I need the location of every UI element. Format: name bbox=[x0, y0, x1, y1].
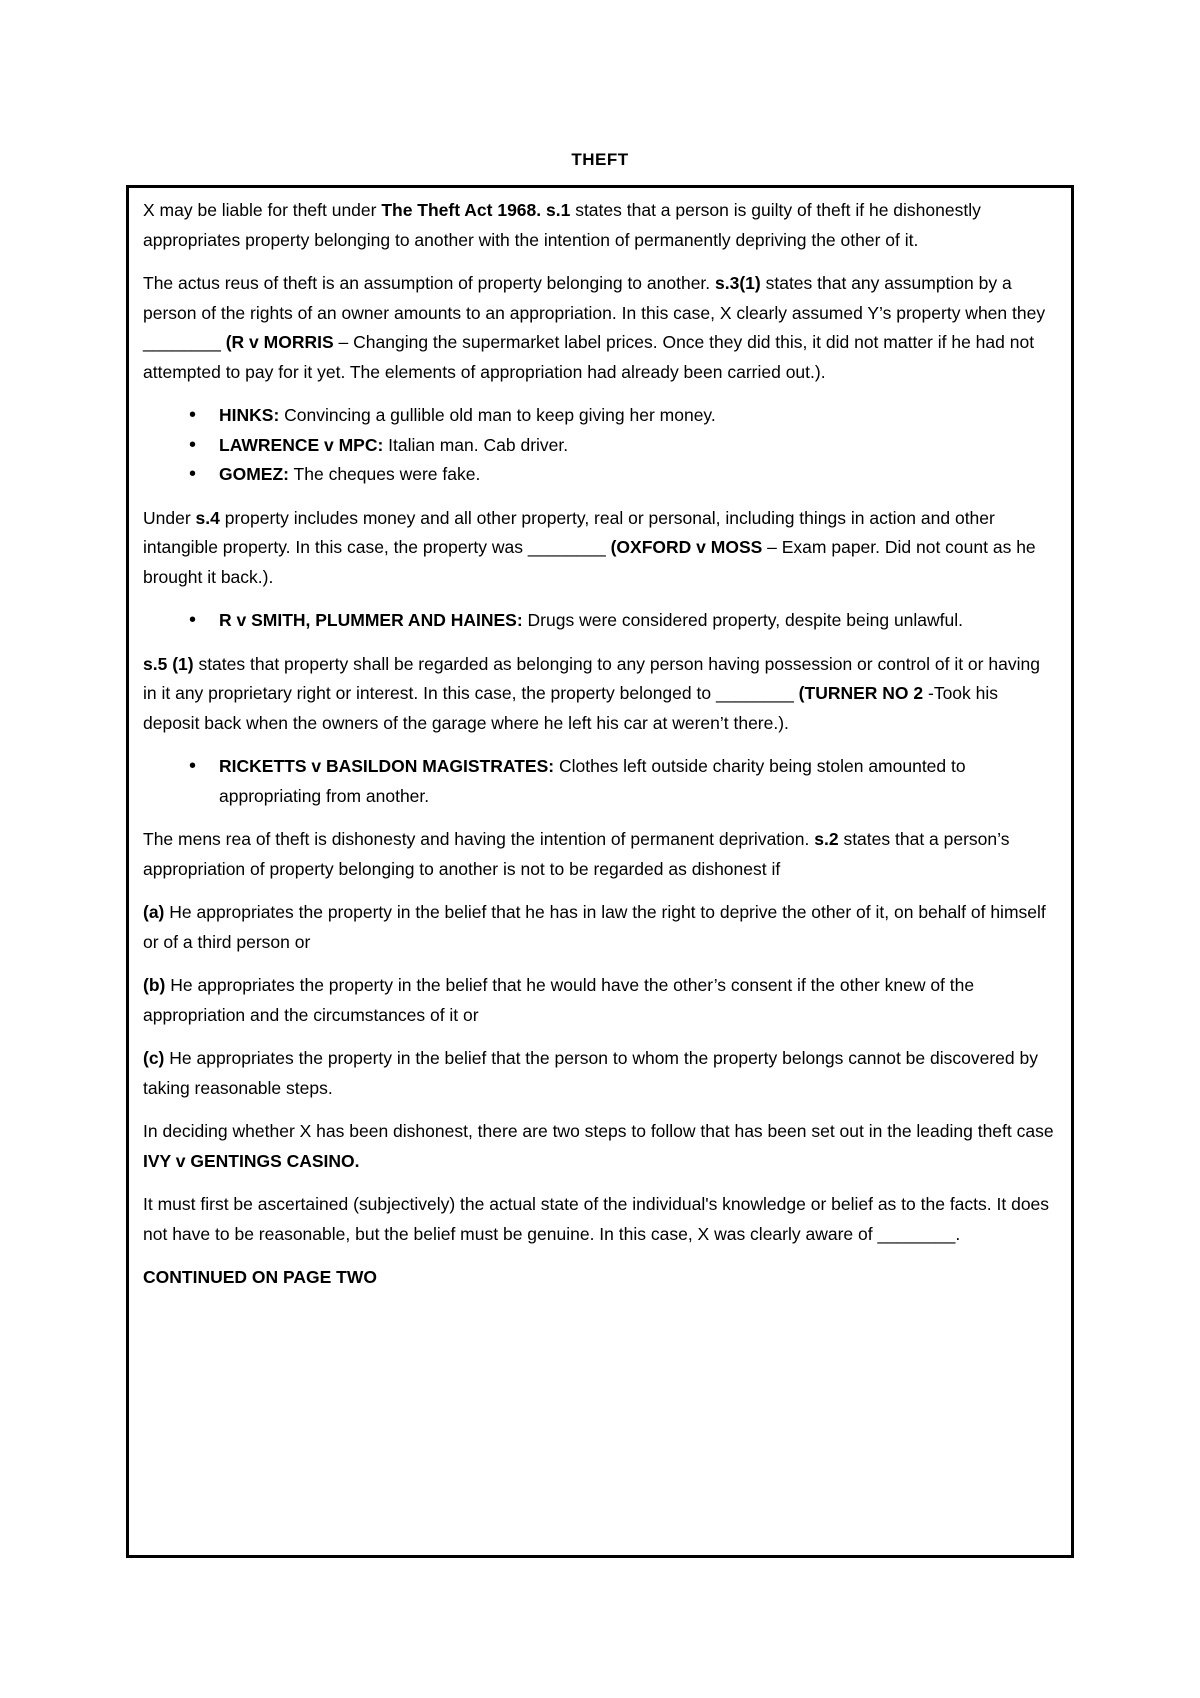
dishonesty-test-paragraph: In deciding whether X has been dishonest, there are two steps to follow that has been set out in the leading theft case IVY v GENTINGS CASINO. bbox=[143, 1121, 1054, 1171]
actus-reus-paragraph: The actus reus of theft is an assumption of property belonging to another. s.3(1) states that any assumption by a person of the rights of an owner amounts to an appropriation. In this case, X clearly assumed Y’s property when they ________ (R v MORRIS – Changing the supermarket label prices. Once they did this, it did not matter if he had not attempted to pay for it yet. The elements of appropriation had already been carried out.). bbox=[143, 273, 1046, 382]
list-item: • LAWRENCE v MPC: Italian man. Cab driver. bbox=[189, 431, 1057, 461]
belonging-cases-list bbox=[143, 752, 1057, 811]
list-item: • HINKS: Convincing a gullible old man to keep giving her money. bbox=[189, 401, 1057, 431]
clause-b-paragraph: (b) He appropriates the property in the belief that he would have the other’s consent if the other knew of the appropriation and the circumstances of it or bbox=[143, 975, 975, 1025]
mens-rea-paragraph: The mens rea of theft is dishonesty and having the intention of permanent deprivation. s.2 states that a person’s appropriation of property belonging to another is not to be regarded as dishonest if bbox=[143, 829, 1010, 879]
list-item: • RICKETTS v BASILDON MAGISTRATES: Clothes left outside charity being stolen amounted to appropriating from another. bbox=[189, 752, 1057, 811]
property-cases-list bbox=[143, 606, 1057, 636]
list-item: • GOMEZ: The cheques were fake. bbox=[189, 460, 1057, 490]
page-title: THEFT bbox=[571, 150, 629, 169]
property-paragraph: Under s.4 property includes money and all other property, real or personal, including things in action and other intangible property. In this case, the property was ________ (OXFORD v MOSS – Exam paper. Did not count as he brought it back.). bbox=[143, 507, 1036, 587]
clause-c-paragraph: (c) He appropriates the property in the belief that the person to whom the property belongs cannot be discovered by taking reasonable steps. bbox=[143, 1048, 1038, 1098]
clause-a-paragraph: (a) He appropriates the property in the belief that he has in law the right to deprive the other of it, on behalf of himself or of a third person or bbox=[143, 902, 1046, 952]
continued-note: CONTINUED ON PAGE TWO bbox=[143, 1267, 377, 1287]
intro-paragraph: X may be liable for theft under The Theft Act 1968. s.1 states that a person is guilty of theft if he dishonestly appropriates property belonging to another with the intention of permanently depriving the other of it. bbox=[143, 200, 981, 250]
content-box bbox=[126, 185, 1074, 1558]
appropriation-cases-list bbox=[143, 401, 1057, 490]
subjective-test-paragraph: It must first be ascertained (subjectively) the actual state of the individual's knowledge or belief as to the facts. It does not have to be reasonable, but the belief must be genuine. In this case, X was clearly aware of ________. bbox=[143, 1194, 1050, 1244]
belonging-paragraph: s.5 (1) states that property shall be regarded as belonging to any person having possession or control of it or having in it any proprietary right or interest. In this case, the property belonged to ________ (TURNER NO 2 -Took his deposit back when the owners of the garage where he left his car at weren’t there.). bbox=[143, 653, 1040, 733]
list-item: • R v SMITH, PLUMMER AND HAINES: Drugs were considered property, despite being unlawful. bbox=[189, 606, 1057, 636]
